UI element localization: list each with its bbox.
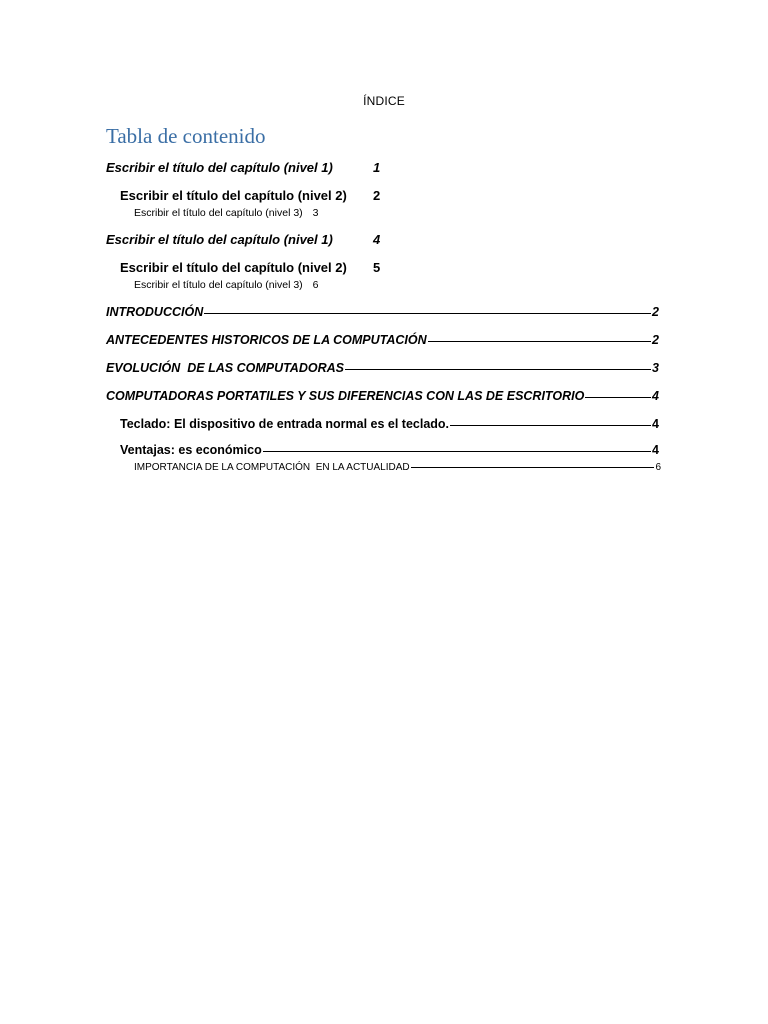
toc-entry-page: 3 (312, 207, 319, 219)
toc-entry[interactable] (120, 417, 659, 431)
toc-entry-page: 2 (652, 333, 659, 347)
toc-entry-page: 4 (373, 232, 381, 247)
toc-entry-page: 3 (652, 361, 659, 375)
toc-entry-template[interactable] (106, 232, 381, 247)
toc-entry-page: 4 (652, 443, 659, 457)
leader-line (345, 369, 651, 370)
leader-line (411, 467, 655, 468)
toc-entry-text: Escribir el título del capítulo (nivel 2) (120, 260, 347, 275)
toc-entry-template[interactable] (120, 260, 381, 275)
toc-entry-page: 1 (373, 160, 381, 175)
leader-line (428, 341, 651, 342)
toc-entry-template[interactable] (134, 207, 319, 219)
leader-line (450, 425, 651, 426)
toc-entry-text: COMPUTADORAS PORTATILES Y SUS DIFERENCIAS CON LAS DE ESCRITORIO (106, 389, 585, 403)
toc-entry-page: 4 (652, 389, 659, 403)
toc-entry[interactable] (106, 305, 659, 319)
toc-entry-page: 5 (373, 260, 381, 275)
toc-entry[interactable] (120, 443, 659, 457)
toc-entry[interactable] (106, 361, 659, 375)
toc-entry-text: Escribir el título del capítulo (nivel 3) (134, 279, 303, 291)
toc-entry-text: Ventajas: es económico (120, 443, 262, 457)
toc-entry-page: 6 (312, 279, 319, 291)
toc-entry-page: 6 (655, 462, 661, 473)
toc-title: Tabla de contenido (106, 124, 266, 148)
toc-entry-text: Escribir el título del capítulo (nivel 2) (120, 188, 347, 203)
page-heading: ÍNDICE (363, 94, 405, 108)
toc-entry-text: Teclado: El dispositivo de entrada normal es el teclado. (120, 417, 450, 431)
toc-entry-page: 2 (652, 305, 659, 319)
toc-entry-text: ANTECEDENTES HISTORICOS DE LA COMPUTACIÓN (106, 333, 427, 347)
toc-entry-text: EVOLUCIÓN DE LAS COMPUTADORAS (106, 361, 344, 375)
leader-line (204, 313, 651, 314)
toc-entry-page: 2 (373, 188, 381, 203)
leader-line (585, 397, 651, 398)
toc-entry-template[interactable] (106, 160, 381, 175)
toc-entry-template[interactable] (134, 279, 319, 291)
toc-entry[interactable] (106, 389, 659, 403)
toc-entry[interactable] (134, 462, 661, 473)
toc-entry-text: Escribir el título del capítulo (nivel 3) (134, 207, 303, 219)
toc-entry-text: Escribir el título del capítulo (nivel 1) (106, 232, 333, 247)
toc-entry-text: IMPORTANCIA DE LA COMPUTACIÓN EN LA ACTUALIDAD (134, 462, 410, 473)
toc-entry-text: INTRODUCCIÓN (106, 305, 204, 319)
leader-line (263, 451, 651, 452)
toc-entry-template[interactable] (120, 188, 381, 203)
toc-entry[interactable] (106, 333, 659, 347)
toc-entry-text: Escribir el título del capítulo (nivel 1) (106, 160, 333, 175)
toc-entry-page: 4 (652, 417, 659, 431)
